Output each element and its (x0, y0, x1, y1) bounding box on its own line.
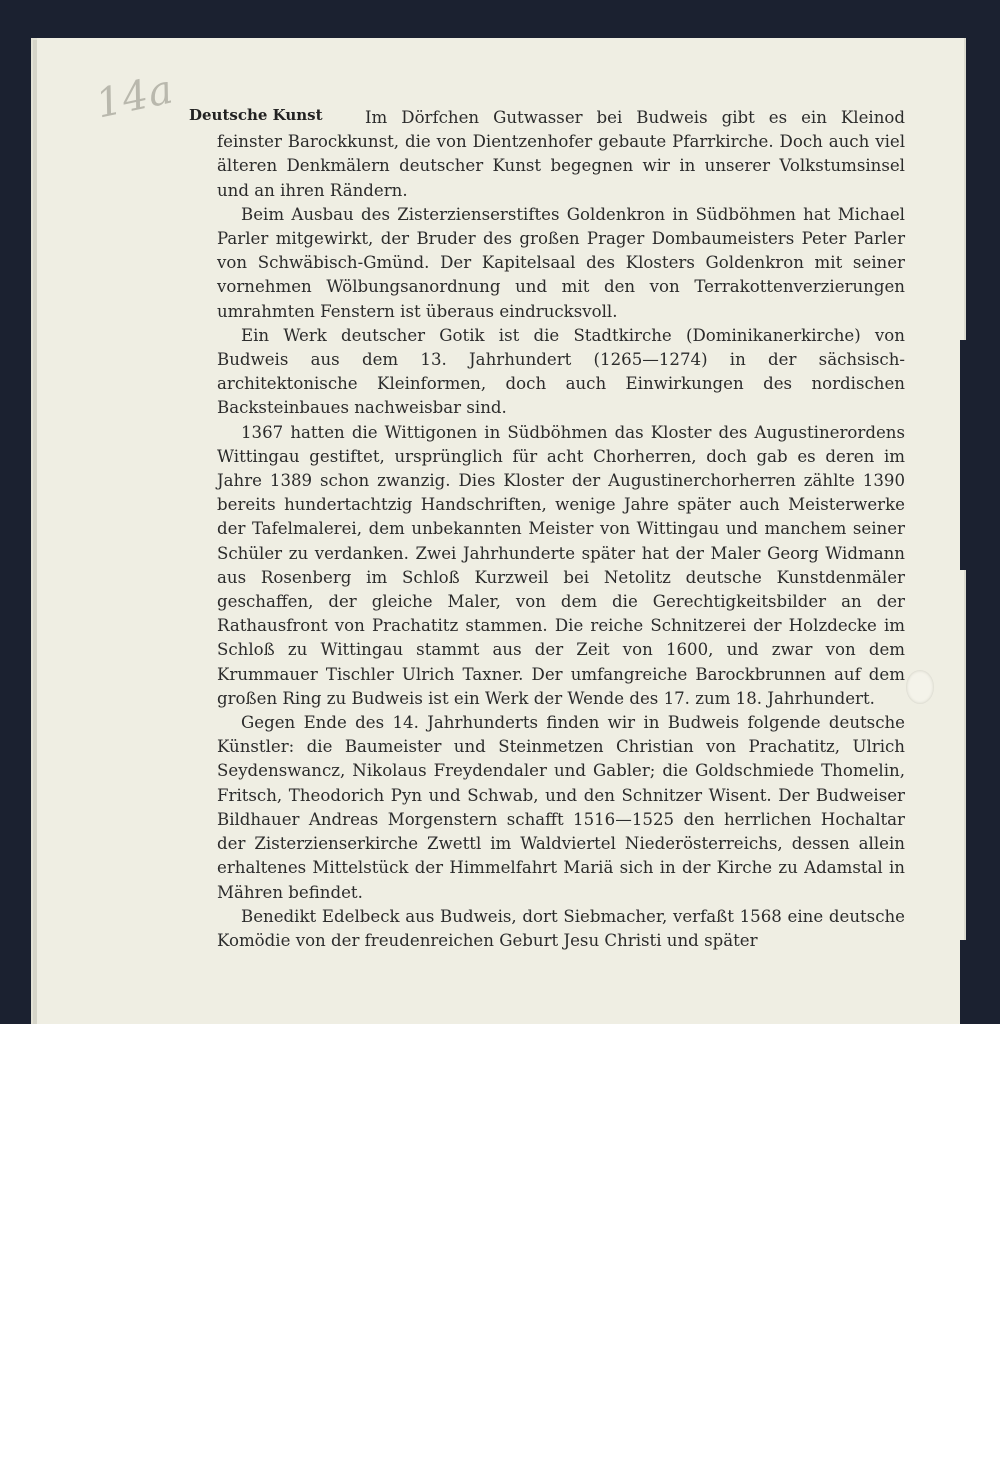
section-heading: Deutsche Kunst (189, 106, 323, 124)
page-fold (33, 40, 37, 1024)
paragraph-3: Ein Werk deutscher Gotik ist die Stadtkirche (Dominikanerkirche) von Budweis aus dem 13. Jahrhundert (1265—1274) in der sächsisch-architektonische Kleinformen, doch auch Einwirkungen des nordischen Backsteinbaues nachweisbar sind. (217, 325, 905, 418)
paragraph-1: Im Dörfchen Gutwasser bei Budweis gibt es ein Kleinod feinster Barockkunst, die von Dientzenhofer gebaute Pfarrkirche. Doch auch viel älteren Denkmälern deutscher Kunst begegnen wir in unserer Volkstumsinsel und an ihren Rändern. (217, 108, 905, 200)
paragraph-5: Gegen Ende des 14. Jahrhunderts finden wir in Budweis folgende deutsche Künstler: die Baumeister und Steinmetzen Christian von Prachatitz, Ulrich Seydenswancz, Nikolaus Freydendaler und Gabler; die Goldschmiede Thomelin, Fritsch, Theodorich Pyn und Schwab, und den Schnitzer Wisent. Der Budweiser Bildhauer Andreas Morgenstern schafft 1516—1525 den herrlichen Hochaltar der Zisterzienserkirche Zwettl im Waldviertel Niederösterreichs, dessen allein erhaltenes Mittelstück der Himmelfahrt Mariä sich in der Kirche zu Adamstal in Mähren befindet. (217, 713, 905, 902)
page-edge-shadow (960, 340, 968, 570)
page-edge-shadow-lower (960, 940, 968, 1024)
paragraph-6: Benedikt Edelbeck aus Budweis, dort Siebmacher, verfaßt 1568 eine deutsche Komödie von der freudenreichen Geburt Jesu Christi und später (217, 906, 905, 950)
paragraph-2: Beim Ausbau des Zisterzienserstiftes Goldenkron in Südböhmen hat Michael Parler mitgewirkt, der Bruder des großen Prager Dombaumeisters Peter Parler von Schwäbisch-Gmünd. Der Kapitelsaal des Klosters Goldenkron mit seiner vornehmen Wölbungsanordnung und mit den von Terrakottenverzierungen umrahmten Fenstern ist überaus eindrucksvoll. (217, 204, 905, 321)
handwritten-page-number: 14a (92, 66, 178, 128)
punch-hole (906, 670, 934, 704)
body-text (217, 106, 905, 953)
paragraph-4: 1367 hatten die Wittigonen in Südböhmen das Kloster des Augustinerordens Wittingau gestiftet, ursprünglich für acht Chorherren, doch gab es deren im Jahre 1389 schon zwanzig. Dies Kloster der Augustinerchorherren zählte 1390 bereits hundertachtzig Handschriften, wenige Jahre später auch Meisterwerke der Tafelmalerei, dem unbekannten Meister von Wittingau und manchem seiner Schüler zu verdanken. Zwei Jahrhunderte später hat der Maler Georg Widmann aus Rosenberg im Schloß Kurzweil bei Netolitz deutsche Kunstdenmäler geschaffen, der gleiche Maler, von dem die Gerechtigkeitsbilder an der Rathausfront von Prachatitz stammen. Die reiche Schnitzerei der Holzdecke im Schloß zu Wittingau stammt aus der Zeit von 1600, und zwar von dem Krummauer Tischler Ulrich Taxner. Der umfangreiche Barockbrunnen auf dem großen Ring zu Budweis ist ein Werk der Wende des 17. zum 18. Jahrhundert. (217, 422, 905, 708)
